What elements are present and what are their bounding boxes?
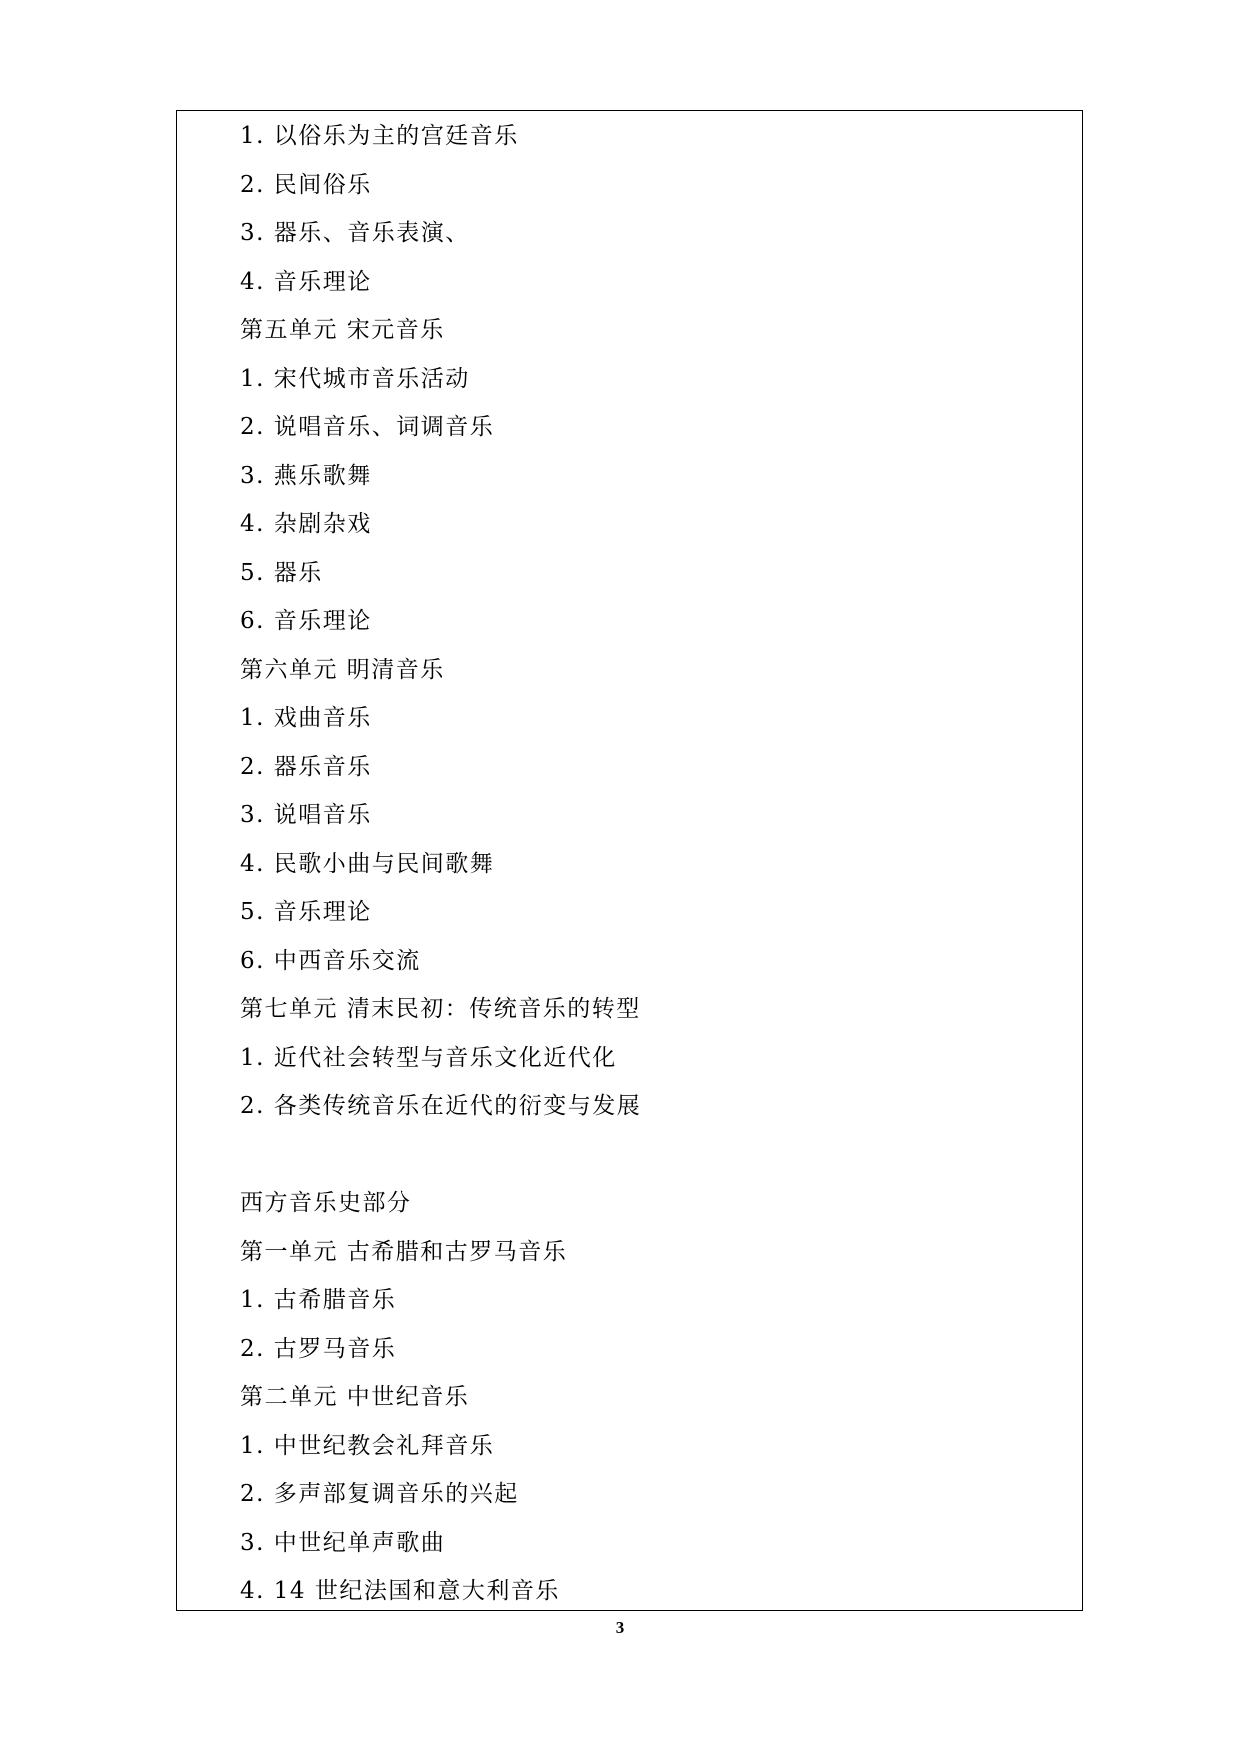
section-heading: 西方音乐史部分 [240,1190,412,1216]
list-item: 5. 器乐 [240,559,323,586]
page-number: 3 [615,1618,625,1637]
list-item: 1. 宋代城市音乐活动 [240,365,470,392]
list-item: 3. 中世纪单声歌曲 [240,1529,446,1556]
unit-heading: 第六单元 明清音乐 [240,656,445,683]
list-item: 5. 音乐理论 [240,899,372,925]
unit-heading: 第五单元 宋元音乐 [240,317,445,343]
list-item: 6. 音乐理论 [240,608,372,634]
list-item: 2. 民间俗乐 [240,171,372,198]
list-item: 4. 民歌小曲与民间歌舞 [240,850,495,877]
list-item: 4. 14 世纪法国和意大利音乐 [240,1578,560,1604]
list-item: 4. 杂剧杂戏 [240,511,372,537]
list-item: 4. 音乐理论 [240,268,372,295]
blank-line [240,1135,641,1184]
list-item: 2. 器乐音乐 [240,753,372,780]
list-item: 1. 古希腊音乐 [240,1287,397,1313]
list-item: 2. 多声部复调音乐的兴起 [240,1481,519,1507]
list-item: 1. 近代社会转型与音乐文化近代化 [240,1044,617,1071]
list-item: 1. 以俗乐为主的宫廷音乐 [240,123,519,149]
syllabus-lines [240,116,641,1620]
unit-heading: 第二单元 中世纪音乐 [240,1384,470,1410]
list-item: 3. 器乐、音乐表演、 [240,220,470,246]
list-item: 3. 说唱音乐 [240,802,372,828]
list-item: 2. 说唱音乐、词调音乐 [240,414,495,440]
list-item: 1. 戏曲音乐 [240,705,372,731]
list-item: 1. 中世纪教会礼拜音乐 [240,1432,495,1459]
list-item: 3. 燕乐歌舞 [240,462,372,489]
unit-heading: 第七单元 清末民初：传统音乐的转型 [240,996,641,1022]
unit-heading: 第一单元 古希腊和古罗马音乐 [240,1238,568,1265]
list-item: 2. 各类传统音乐在近代的衍变与发展 [240,1093,642,1119]
list-item: 6. 中西音乐交流 [240,947,421,974]
list-item: 2. 古罗马音乐 [240,1335,397,1362]
